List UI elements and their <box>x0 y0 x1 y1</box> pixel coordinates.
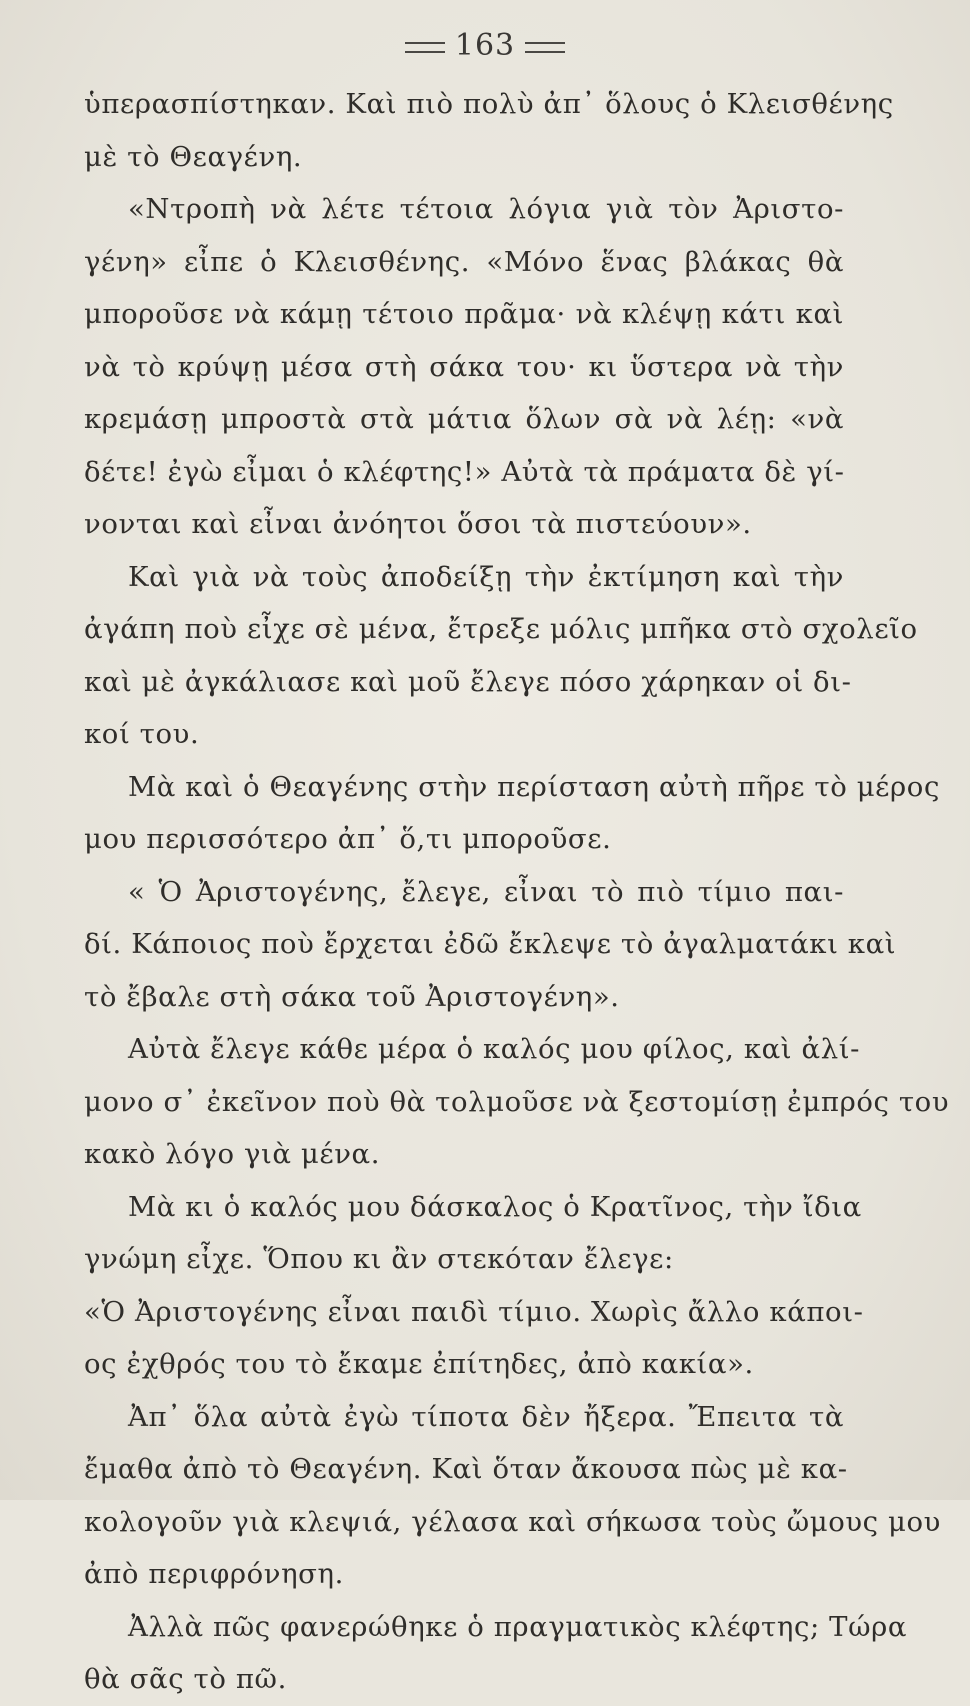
text-line: γνώμη εἶχε. Ὅπου κι ἂν στεκόταν ἔλεγε: <box>84 1243 674 1275</box>
text-line: ἀπὸ περιφρόνηση. <box>84 1558 344 1590</box>
page-header <box>0 28 970 63</box>
header-rule-left <box>405 42 445 53</box>
text-line: τὸ ἔβαλε στὴ σάκα τοῦ Ἀριστογένη». <box>84 980 620 1013</box>
text-line: ος ἐχθρός του τὸ ἔκαμε ἐπίτηδες, ἀπὸ κακία». <box>84 1348 754 1380</box>
text-line: κολογοῦν γιὰ κλεψιά, γέλασα καὶ σήκωσα τοὺς ὤμους μου <box>84 1505 941 1538</box>
text-line: κακὸ λόγο γιὰ μένα. <box>84 1138 381 1170</box>
text-line: ἔμαθα ἀπὸ τὸ Θεαγένη. Καὶ ὅταν ἄκουσα πὼς μὲ κα- <box>84 1453 848 1485</box>
text-line: Ἀπ᾽ ὅλα αὐτὰ ἐγὼ τίποτα δὲν ἤξερα. Ἔπειτα τὰ <box>128 1400 844 1433</box>
text-line: νονται καὶ εἶναι ἀνόητοι ὅσοι τὰ πιστεύουν». <box>84 508 752 540</box>
text-line: μποροῦσε νὰ κάμῃ τέτοιο πρᾶμα· νὰ κλέψῃ κάτι καὶ <box>84 298 844 330</box>
text-line: μὲ τὸ Θεαγένη. <box>84 140 303 173</box>
page-number: 163 <box>454 28 516 63</box>
header-rule-right <box>525 42 565 53</box>
body-text <box>84 78 950 1706</box>
text-line: κοί του. <box>84 718 200 750</box>
text-line: «Ντροπὴ νὰ λέτε τέτοια λόγια γιὰ τὸν Ἀριστο- <box>128 193 844 225</box>
text-line: δί. Κάποιος ποὺ ἔρχεται ἐδῶ ἔκλεψε τὸ ἀγαλματάκι καὶ <box>84 928 897 960</box>
text-line: θὰ σᾶς τὸ πῶ. <box>84 1663 287 1695</box>
text-line: Ἀλλὰ πῶς φανερώθηκε ὁ πραγματικὸς κλέφτης; Τώρα <box>128 1610 908 1643</box>
text-line: ὑπερασπίστηκαν. Καὶ πιὸ πολὺ ἀπ᾽ ὅλους ὁ Κλεισθένης <box>84 88 894 120</box>
text-line: Μὰ κι ὁ καλός μου δάσκαλος ὁ Κρατῖνος, τὴν ἴδια <box>128 1190 862 1223</box>
text-line: κρεμάσῃ μπροστὰ στὰ μάτια ὅλων σὰ νὰ λέῃ: «νὰ <box>84 403 844 435</box>
text-line: δέτε! ἐγὼ εἶμαι ὁ κλέφτης!» Αὐτὰ τὰ πράματα δὲ γί- <box>84 455 845 488</box>
text-line: «Ὁ Ἀριστογένης εἶναι παιδὶ τίμιο. Χωρὶς ἄλλο κάποι- <box>84 1295 864 1328</box>
text-line: νὰ τὸ κρύψῃ μέσα στὴ σάκα του· κι ὕστερα νὰ τὴν <box>84 350 844 383</box>
text-line: Μὰ καὶ ὁ Θεαγένης στὴν περίσταση αὐτὴ πῆρε τὸ μέρος <box>128 770 940 803</box>
text-line: ἀγάπη ποὺ εἶχε σὲ μένα, ἔτρεξε μόλις μπῆκα στὸ σχολεῖο <box>84 613 918 645</box>
text-line: μονο σ᾽ ἐκεῖνον ποὺ θὰ τολμοῦσε νὰ ξεστομίσῃ ἐμπρός του <box>84 1085 950 1118</box>
text-line: μου περισσότερο ἀπ᾽ ὅ,τι μποροῦσε. <box>84 823 612 855</box>
text-line: καὶ μὲ ἀγκάλιασε καὶ μοῦ ἔλεγε πόσο χάρηκαν οἱ δι- <box>84 665 852 698</box>
text-line: Αὐτὰ ἔλεγε κάθε μέρα ὁ καλός μου φίλος, καὶ ἀλί- <box>128 1033 860 1065</box>
text-line: « Ὁ Ἀριστογένης, ἔλεγε, εἶναι τὸ πιὸ τίμιο παι- <box>128 875 844 908</box>
text-line: Καὶ γιὰ νὰ τοὺς ἀποδείξῃ τὴν ἐκτίμηση καὶ τὴν <box>128 560 844 593</box>
text-line: γένη» εἶπε ὁ Κλεισθένης. «Μόνο ἕνας βλάκας θὰ <box>84 245 844 278</box>
